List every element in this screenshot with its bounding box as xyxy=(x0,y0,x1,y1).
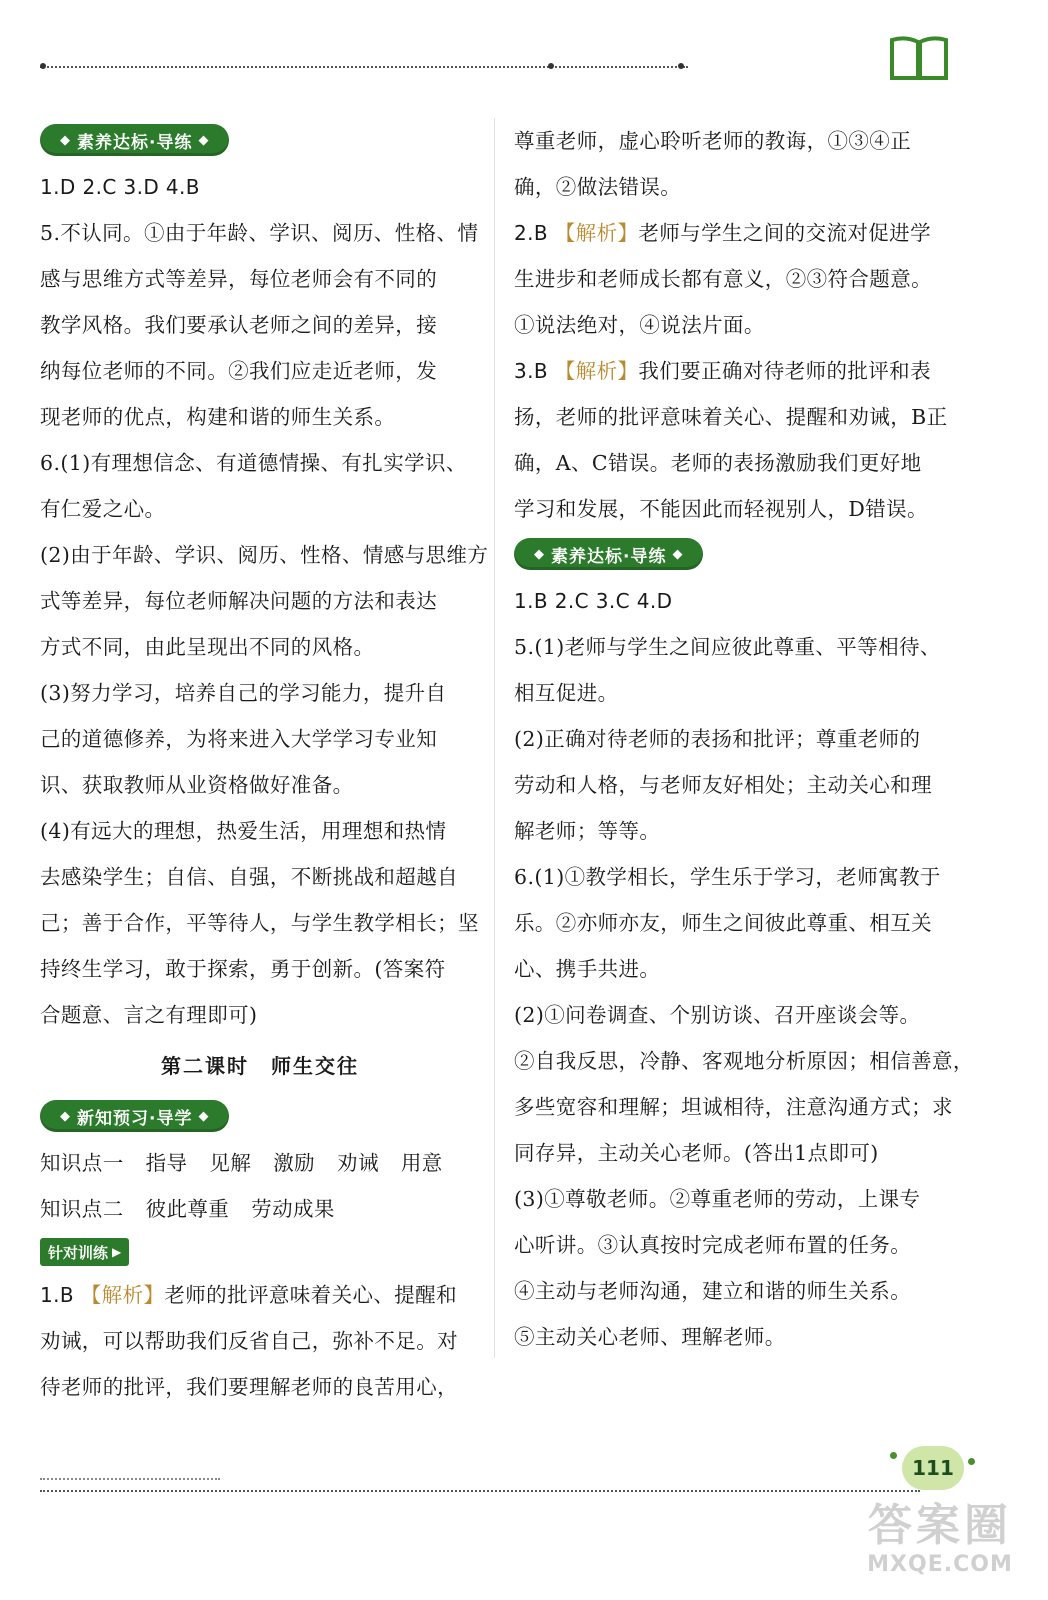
kp-term: 激励 xyxy=(273,1151,316,1175)
training-question-3: 3.B 【解析】我们要正确对待老师的批评和表 xyxy=(514,359,931,383)
answer-line: 1.D 2.C 3.D 4.B xyxy=(40,175,200,199)
right-column xyxy=(514,118,974,1360)
header-dot xyxy=(40,63,46,69)
question-6-block xyxy=(514,854,974,1360)
text-line: 待老师的批评，我们要理解老师的良苦用心， xyxy=(40,1375,458,1399)
text-line: 确，②做法错误。 xyxy=(514,175,682,199)
text-line: (2)①问卷调查、个别访谈、召开座谈会等。 xyxy=(514,1003,921,1027)
answer-line: 1.B 2.C 3.C 4.D xyxy=(514,589,673,613)
text-line: 教学风格。我们要承认老师之间的差异，接 xyxy=(40,313,438,337)
text-line: (4)有远大的理想，热爱生活，用理想和热情 xyxy=(40,819,447,843)
analysis-tag: 【解析】 xyxy=(554,221,639,245)
text-line: 式等差异，每位老师解决问题的方法和表达 xyxy=(40,589,438,613)
text-line: 感与思维方式等差异，每位老师会有不同的 xyxy=(40,267,438,291)
text-line: 合题意、言之有理即可) xyxy=(40,1003,258,1027)
play-arrow-icon: ▶ xyxy=(112,1245,122,1259)
text-line: 乐。②亦师亦友，师生之间彼此尊重、相互关 xyxy=(514,911,932,935)
text-line: (2)正确对待老师的表扬和批评；尊重老师的 xyxy=(514,727,921,751)
text-line: 解老师；等等。 xyxy=(514,819,661,843)
kp-term: 劝诫 xyxy=(337,1151,379,1175)
header-dot xyxy=(548,63,554,69)
analysis-tag: 【解析】 xyxy=(80,1283,165,1307)
text-line: ④主动与老师沟通，建立和谐的师生关系。 xyxy=(514,1279,912,1303)
knowledge-point-1 xyxy=(40,1140,480,1186)
header-dotted-rule xyxy=(40,66,688,68)
watermark xyxy=(850,1500,1030,1592)
kp-term: 指导 xyxy=(145,1151,188,1175)
text-line: 确，A、C错误。老师的表扬激励我们更好地 xyxy=(514,451,922,475)
footer-dotted-rule xyxy=(40,1490,920,1492)
text-line: 持终生学习，敢于探索，勇于创新。(答案符 xyxy=(40,957,446,981)
question-5-block xyxy=(514,624,954,854)
text-line: ⑤主动关心老师、理解老师。 xyxy=(514,1325,786,1349)
text-line: 心、携手共进。 xyxy=(514,957,661,981)
text-line: 6.(1)①教学相长，学生乐于学习，老师寓教于 xyxy=(514,865,941,889)
section-pill-practice: ◆ 素养达标·导练 ◆ xyxy=(40,124,229,156)
text-line: ②自我反思，冷静、客观地分析原因；相信善意， xyxy=(514,1049,974,1073)
footer-dotted-rule-short xyxy=(40,1478,220,1480)
column-divider xyxy=(494,118,495,1358)
text-line: 纳每位老师的不同。②我们应走近老师，发 xyxy=(40,359,438,383)
page-dot-ornament xyxy=(968,1458,975,1465)
text-line: 己的道德修养，为将来进入大学学习专业知 xyxy=(40,727,438,751)
text-line: 现老师的优点，构建和谐的师生关系。 xyxy=(40,405,396,429)
section-pill-preview: ◆ 新知预习·导学 ◆ xyxy=(40,1100,229,1132)
text-line: 劳动和人格，与老师友好相处；主动关心和理 xyxy=(514,773,932,797)
text-line: 己；善于合作，平等待人，与学生教学相长；坚 xyxy=(40,911,479,935)
question-6-block xyxy=(40,440,489,1038)
targeted-training-label: 针对训练 ▶ xyxy=(40,1238,129,1266)
header-dot xyxy=(678,63,684,69)
text-line: 5.(1)老师与学生之间应彼此尊重、平等相待、 xyxy=(514,635,941,659)
text-line: 尊重老师，虚心聆听老师的教诲，①③④正 xyxy=(514,129,912,153)
watermark-site: MXQE.COM xyxy=(867,1552,1013,1577)
analysis-tag: 【解析】 xyxy=(554,359,639,383)
page-dot-ornament xyxy=(890,1452,897,1459)
watermark-text: 答案圈 xyxy=(868,1500,1012,1551)
text-line: 6.(1)有理想信念、有道德情操、有扎实学识、 xyxy=(40,451,467,475)
lesson-title: 第二课时 师生交往 xyxy=(161,1054,359,1078)
text-line: (2)由于年龄、学识、阅历、性格、情感与思维方 xyxy=(40,543,489,567)
page-number: 111 xyxy=(902,1446,964,1490)
text-line: ①说法绝对，④说法片面。 xyxy=(514,313,765,337)
text-line: 5.不认同。①由于年龄、学识、阅历、性格、情 xyxy=(40,221,479,245)
kp-term: 用意 xyxy=(400,1151,443,1175)
text-line: 识、获取教师从业资格做好准备。 xyxy=(40,773,354,797)
kp-term: 见解 xyxy=(209,1151,252,1175)
text-line: 同存异，主动关心老师。(答出1点即可) xyxy=(514,1141,879,1165)
knowledge-point-2 xyxy=(40,1186,480,1232)
open-book-icon xyxy=(888,32,950,84)
training-question-1: 1.B 【解析】老师的批评意味着关心、提醒和 劝诫，可以帮助我们反省自己，弥补不足。对 待老师的批评，我们要理解老师的良苦用心， xyxy=(40,1272,480,1410)
text-line: 方式不同，由此呈现出不同的风格。 xyxy=(40,635,375,659)
text-line: 有仁爱之心。 xyxy=(40,497,166,521)
section-pill-practice: ◆ 素养达标·导练 ◆ xyxy=(514,538,703,570)
kp-label: 知识点二 xyxy=(40,1197,124,1221)
text-line: 相互促进。 xyxy=(514,681,619,705)
text-line: 多些宽容和理解；坦诚相待，注意沟通方式；求 xyxy=(514,1095,953,1119)
kp-term: 彼此尊重 xyxy=(145,1197,230,1221)
text-line: 去感染学生；自信、自强，不断挑战和超越自 xyxy=(40,865,458,889)
text-line: (3)①尊敬老师。②尊重老师的劳动，上课专 xyxy=(514,1187,921,1211)
left-column xyxy=(40,118,489,1410)
kp-label: 知识点一 xyxy=(40,1151,124,1175)
training-question-2: 2.B 【解析】老师与学生之间的交流对促进学 xyxy=(514,221,931,245)
text-line: 生进步和老师成长都有意义，②③符合题意。 xyxy=(514,267,932,291)
text-line: (3)努力学习，培养自己的学习能力，提升自 xyxy=(40,681,447,705)
text-line: 学习和发展，不能因此而轻视别人，D错误。 xyxy=(514,497,928,521)
text-line: 劝诫，可以帮助我们反省自己，弥补不足。对 xyxy=(40,1329,458,1353)
question-5-block xyxy=(40,210,480,440)
text-line: 心听讲。③认真按时完成老师布置的任务。 xyxy=(514,1233,912,1257)
text-line: 扬，老师的批评意味着关心、提醒和劝诫，B正 xyxy=(514,405,948,429)
kp-term: 劳动成果 xyxy=(251,1197,335,1221)
